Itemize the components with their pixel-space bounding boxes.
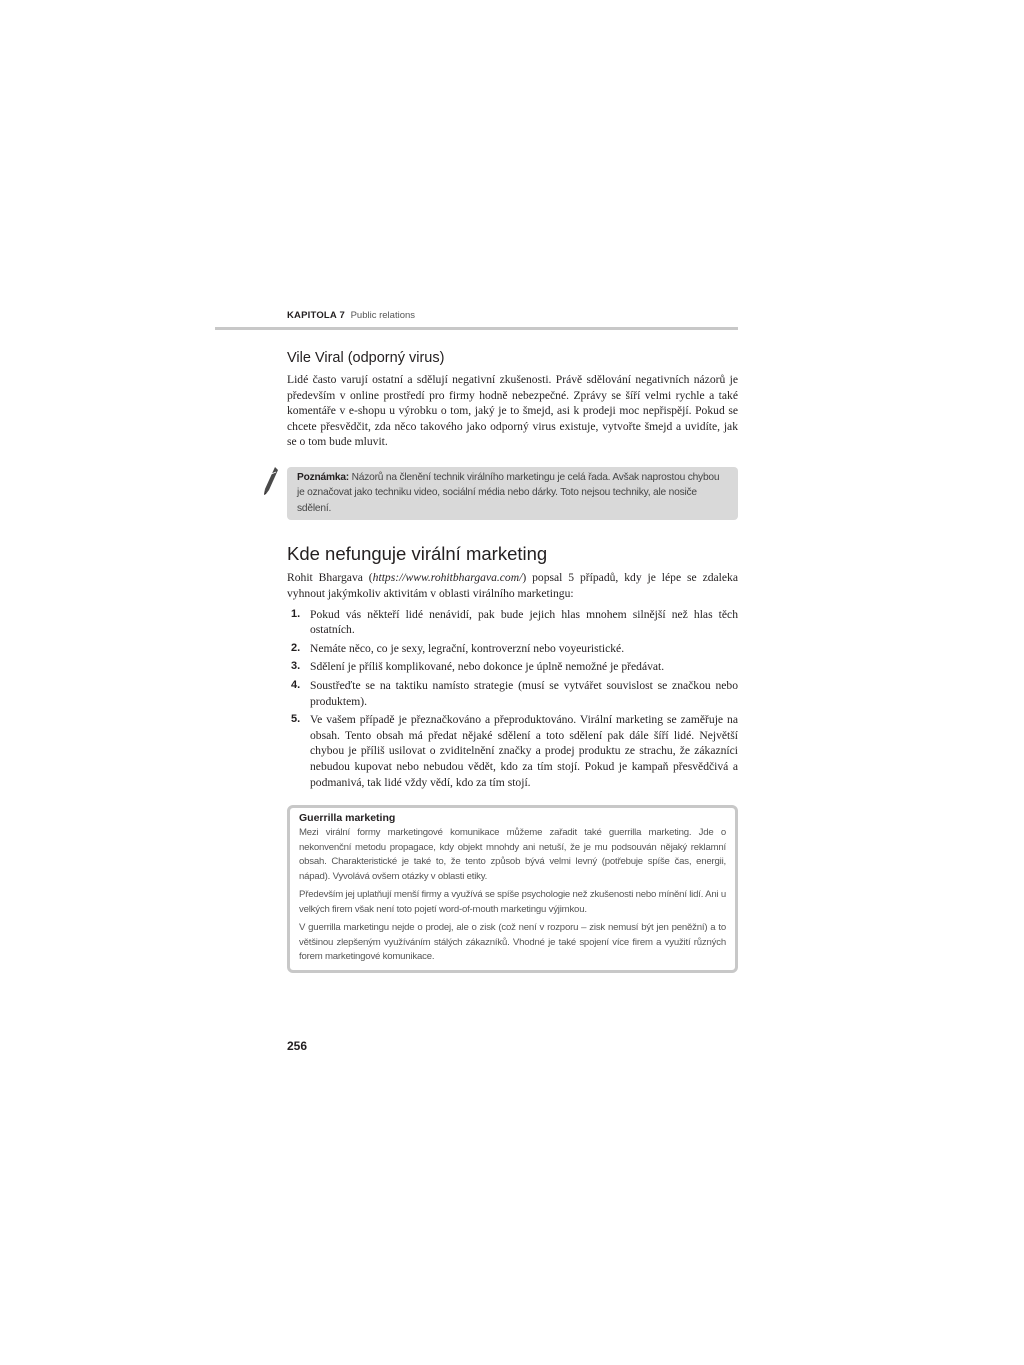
list-item (287, 712, 738, 790)
sidebar-paragraph: V guerrilla marketingu nejde o prodej, ale o zisk (což není v rozporu – zisk nemusí být jen peněžní) a to většinou zlepšeným využíváním stálých zákazníků. Vhodné je také spojení více firem a využití různých forem marketingové komunikace. (299, 922, 726, 963)
section-label: Public relations (350, 310, 416, 321)
sidebar-paragraph: Především jej uplatňují menší firmy a využívá se spíše psychologie než zkušenosti nebo mínění lidí. Ani u velkých firem však není toto pojetí word-of-mouth marketingu výjimkou. (299, 889, 726, 915)
list-item-text: Ve vašem případě je přeznačkováno a přeproduktováno. Virální marketing se zaměřuje na obsah. Tento obsah má předat nějaké sdělení a toto sdělení pak dále šíří lidé. Největší chybou je příliš usilovat o zviditelnění značky a prodej produktu ze strachu, že zákazníci nebudou kupovat nebo nebudou vědět, kdo za tím stojí. Pokud je kampaň přesvědčivá a podmanivá, tak lidé vždy vědí, kdo za tím stojí. (310, 713, 738, 789)
list-item-text: Soustřeďte se na taktiku namísto strategie (musí se vytvářet souvislost se značkou nebo produktem). (310, 679, 738, 708)
intro-text-before: Rohit Bhargava ( (287, 571, 373, 585)
list-item-number: 4. (291, 679, 301, 692)
note-box (287, 467, 738, 521)
page-content (287, 350, 738, 973)
intro-text-after: ) popsal 5 případů, kdy je lépe se zdaleka vyhnout jakýmkoliv aktivitám v oblasti virálního marketingu: (287, 571, 738, 601)
running-head (287, 310, 415, 321)
list-item-text: Nemáte něco, co je sexy, legrační, kontroverzní nebo voyeuristické. (310, 641, 625, 655)
list-item-number: 5. (291, 713, 301, 726)
note-text: Názorů na členění technik virálního marketingu je celá řada. Avšak naprostou chybou je označovat jako techniku video, sociální média nebo dárky. Toto nejsou techniky, ale nosiče sdělení. (297, 471, 720, 514)
list-item (287, 659, 738, 675)
list-item-number: 3. (291, 660, 301, 673)
pen-icon (263, 466, 279, 496)
section-heading-kde-nefunguje: Kde nefunguje virální marketing (287, 543, 548, 565)
reasons-list (287, 607, 738, 791)
intro-link[interactable]: https://www.rohitbhargava.com/ (372, 571, 523, 585)
note-label: Poznámka: (297, 471, 349, 483)
list-item-number: 1. (291, 607, 301, 620)
list-item-text: Sdělení je příliš komplikované, nebo dokonce je úplně nemožné je předávat. (310, 660, 665, 674)
list-item-number: 2. (291, 641, 301, 654)
list-item-text: Pokud vás někteří lidé nenávidí, pak bude jejich hlas mnohem silnější než hlas těch ostatních. (310, 607, 738, 637)
sidebar-box-guerrilla (287, 805, 738, 973)
sidebar-paragraph: Mezi virální formy marketingové komunikace můžeme zařadit také guerrilla marketing. Jde o nekonvenční metodu propagace, kdy objekt mnohdy ani netuší, že je mu podsouván nějaký reklamní obsah. Charakteristické je také to, že tento způsob bývá velmi levný (potřebuje spíše čas, energii, nápad). Vyvolává ovšem otázky v oblasti etiky. (299, 827, 726, 882)
header-rule (215, 327, 738, 330)
sidebar-title: Guerrilla marketing (299, 812, 396, 825)
list-item (287, 607, 738, 638)
section-intro (287, 570, 738, 601)
list-item (287, 641, 738, 657)
page-number: 256 (287, 1039, 308, 1053)
section-heading-vile-viral: Vile Viral (odporný virus) (287, 350, 445, 366)
section-paragraph-vile-viral: Lidé často varují ostatní a sdělují negativní zkušenosti. Právě sdělování negativních názorů je především v online prostředí pro firmy hodně nebezpečné. Zprávy se šíří velmi rychle a také komentáře v e-shopu u výrobku o tom, jaký je to šmejd, asi k prodeji moc nepřispějí. Pokud se chcete přesvědčit, zda něco takového jako odporný virus existuje, vytvořte šmejd a uvidíte, jak se o tom bude mluvit. (287, 373, 738, 449)
chapter-label: KAPITOLA 7 (287, 310, 345, 321)
list-item (287, 678, 738, 709)
